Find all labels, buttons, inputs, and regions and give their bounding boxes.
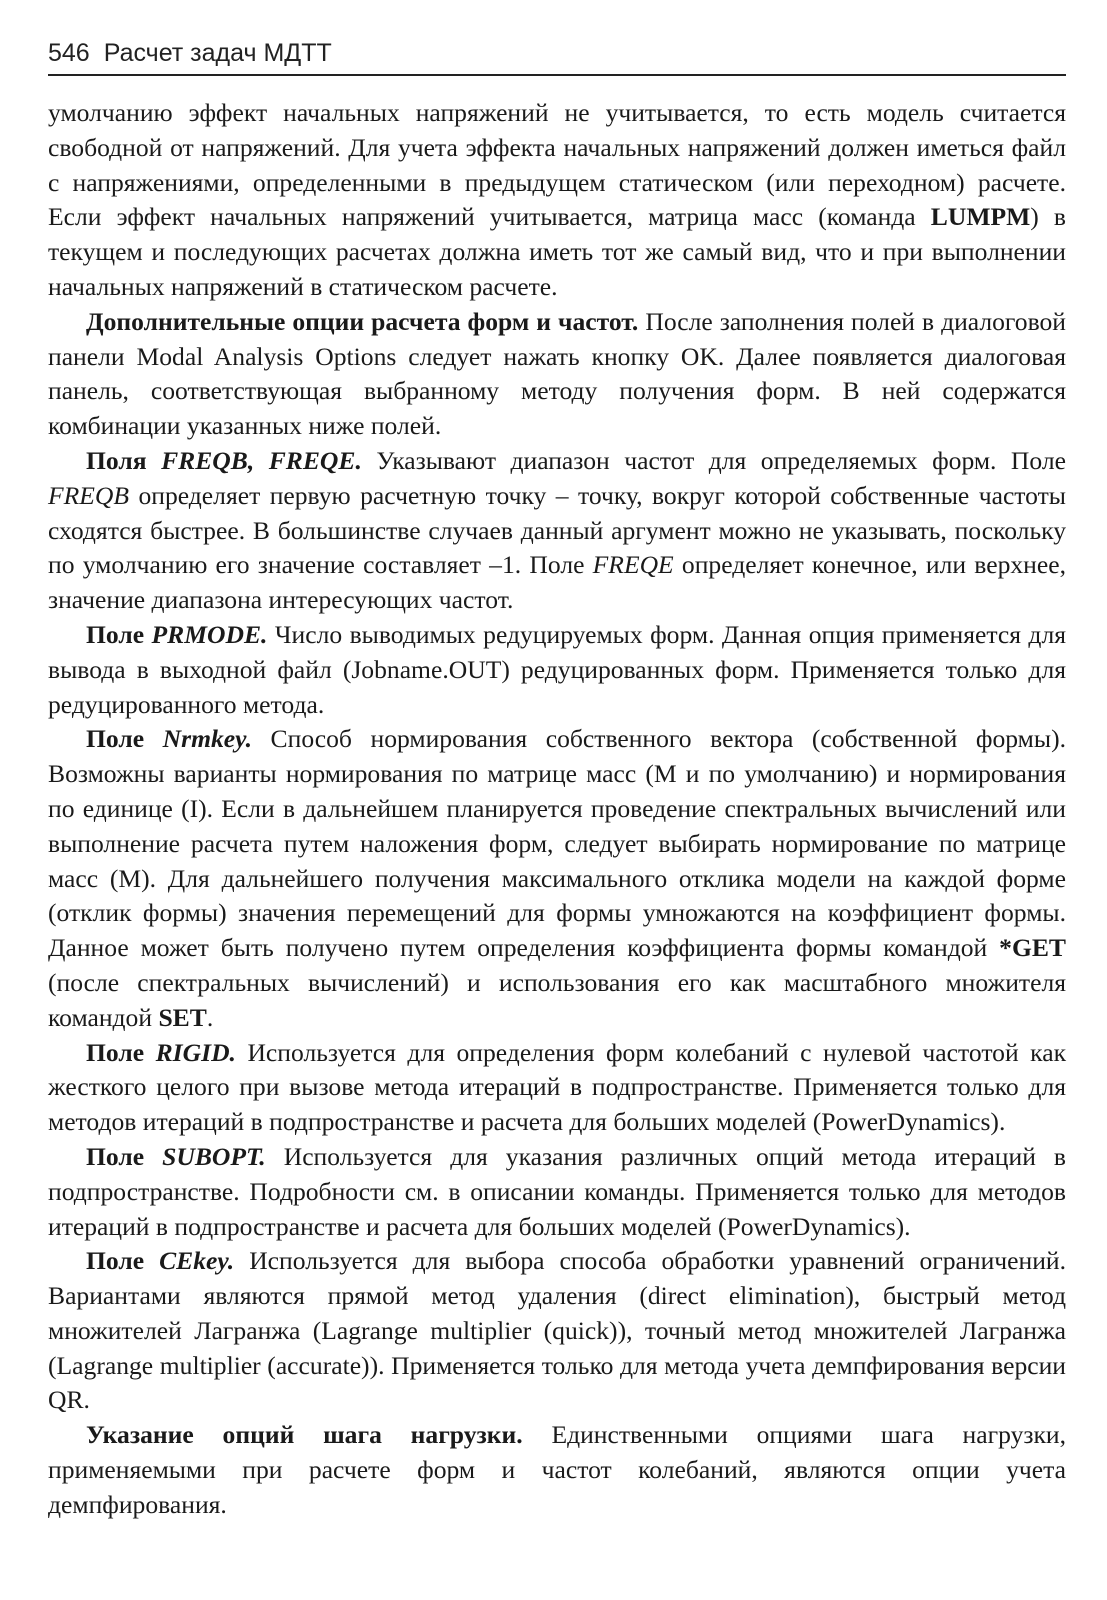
field-name-inline: FREQE bbox=[592, 550, 674, 580]
text-run: Используется для указания различных опций метода итераций в подпространстве. Подробности см. в описании команды. Применяется только для методов итераций в подпространстве и расчета для больших моделей (PowerDynamics). bbox=[48, 1141, 1066, 1241]
field-name: PRMODE. bbox=[151, 619, 268, 649]
text-run: Способ нормирования собственного вектора (собственной формы). Возможны варианты нормирования по матрице масс (M и по умолчанию) и нормирования по единице (I). Если в дальнейшем планируется проведение спектральных вычислений или выполнение расчета путем наложения форм, следует выбирать нормирование по матрице масс (M). Для дальнейшего получения максимального отклика модели на каждой форме (отклик формы) значения перемещений для формы умножаются на коэффициент формы. Данное может быть получено путем определения коэффициента формы командой bbox=[48, 724, 1066, 963]
command-set: SET bbox=[158, 1002, 207, 1032]
page-number: 546 bbox=[48, 39, 90, 67]
field-name: Nrmkey. bbox=[162, 724, 252, 754]
paragraph-extra-options bbox=[48, 305, 1066, 444]
paragraph-lead: Указание опций шага нагрузки. bbox=[86, 1420, 523, 1450]
text-run: (после спектральных вычислений) и использования его как масштабного множителя командой bbox=[48, 967, 1066, 1032]
text-run: определяет первую расчетную точку – точку, вокруг которой собственные частоты сходятся быстрее. В большинстве случаев данный аргумент можно не указывать, поскольку по умолчанию его значение составляет –1. Поле bbox=[48, 480, 1066, 580]
paragraph-lead: Дополнительные опции расчета форм и частот. bbox=[86, 306, 639, 336]
paragraph-lead: Поле bbox=[86, 724, 163, 754]
running-title: Расчет задач МДТТ bbox=[103, 39, 332, 67]
text-run: умолчанию эффект начальных напряжений не учитывается, то есть модель считается свободной от напряжений. Для учета эффекта начальных напряжений должен иметься файл с напряжениями, определенными в предыдущем статическом (или переходном) расчете. Если эффект начальных напряжений учитывается, матрица масс (команда bbox=[48, 98, 1066, 232]
paragraph-freqb-freqe bbox=[48, 444, 1066, 618]
paragraph-lead: Поле bbox=[86, 619, 152, 649]
paragraph-cekey bbox=[48, 1244, 1066, 1418]
text-run: Используется для выбора способа обработки уравнений ограничений. Вариантами являются прямой метод удаления (direct elimination), быстрый метод множителей Лагранжа (Lagrange multiplier (quick)), точный метод множителей Лагранжа (Lagrange multiplier (accurate)). Применяется только для метода учета демпфирования версии QR. bbox=[48, 1246, 1067, 1415]
field-name-inline: FREQB bbox=[48, 480, 130, 510]
paragraph-prmode bbox=[48, 618, 1066, 722]
body-text bbox=[48, 96, 1066, 1523]
paragraph-subopt bbox=[48, 1140, 1066, 1244]
field-name: CEkey. bbox=[159, 1246, 235, 1276]
paragraph-lead: Поле bbox=[86, 1141, 163, 1171]
paragraph-nrmkey bbox=[48, 722, 1066, 1035]
text-run: Единственными опциями шага нагрузки, применяемыми при расчете форм и частот колебаний, являются опции учета демпфирования. bbox=[48, 1420, 1067, 1519]
command-lumpm: LUMPM bbox=[930, 202, 1031, 232]
text-run: ) в текущем и последующих расчетах должна иметь тот же самый вид, что и при выполнении начальных напряжений в статическом расчете. bbox=[48, 202, 1066, 301]
text-run: После заполнения полей в диалоговой панели Modal Analysis Options следует нажать кнопку OK. Далее появляется диалоговая панель, соответствующая выбранному методу получения форм. В ней содержатся комбинации указанных ниже полей. bbox=[48, 306, 1066, 441]
command-get: *GET bbox=[999, 933, 1066, 963]
text-run: Указывают диапазон частот для определяемых форм. Поле bbox=[361, 445, 1067, 475]
paragraph-load-step-options bbox=[48, 1418, 1066, 1522]
paragraph-rigid bbox=[48, 1036, 1066, 1140]
paragraph-lead: Поля bbox=[86, 445, 162, 475]
running-header bbox=[48, 32, 1066, 76]
text-run: Число выводимых редуцируемых форм. Данная опция применяется для вывода в выходной файл (Jobname.OUT) редуцированных форм. Применяется только для редуцированного метода. bbox=[48, 619, 1066, 719]
text-run: определяет конечное, или верхнее, значение диапазона интересующих частот. bbox=[48, 550, 1066, 615]
field-name: SUBOPT. bbox=[162, 1141, 266, 1171]
field-name: RIGID. bbox=[155, 1037, 236, 1067]
paragraph-continuation bbox=[48, 96, 1066, 305]
paragraph-lead: Поле bbox=[86, 1037, 156, 1067]
paragraph-lead: Поле bbox=[86, 1246, 160, 1276]
field-name: FREQB, FREQE. bbox=[161, 445, 362, 475]
text-run: . bbox=[206, 1002, 214, 1032]
text-run: Используется для определения форм колебаний с нулевой частотой как жесткого целого при вызове метода итераций в подпространстве. Применяется только для методов итераций в подпространстве и расчета для больших моделей (PowerDynamics). bbox=[48, 1037, 1066, 1137]
